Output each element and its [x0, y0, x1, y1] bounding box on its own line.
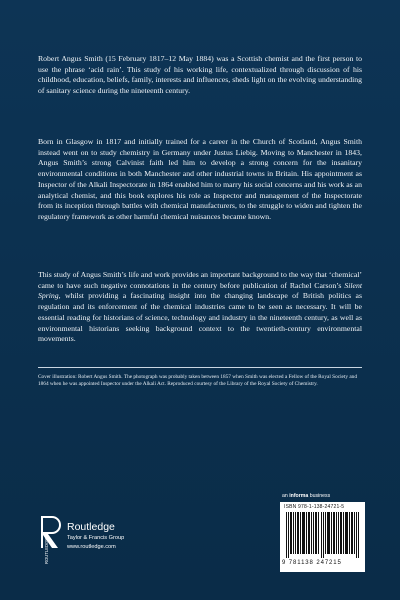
blurb-paragraph-3-start: This study of Angus Smith’s life and work provides an important background to the way that ‘chemical’ came to have such negative connotations in the century before publication of Rachel Carson’s — [38, 270, 362, 290]
divider — [38, 367, 362, 368]
barcode-icon — [286, 512, 359, 558]
informa-business-tagline — [282, 493, 330, 499]
blurb-paragraph-2: Born in Glasgow in 1817 and initially trained for a career in the Church of Scotland, Angus Smith instead went on to study chemistry in Germany under Justus Liebig. Moving to Manchester in 1843, Angus Smith’s strong Calvinist faith led him to develop a strong concern for the insanitary environmental conditions in both Manchester and other industrial towns in Britain. His appointment as Inspector of the Alkali Inspectorate in 1864 enabled him to marry his social concerns and his work as an analytical chemist, and this book explores his role as Inspector and management of the Inspectorate from its inception through battles with chemical manufacturers, to the struggle to widen and tighten the regulatory framework as other harmful chemical nuisances became known. — [38, 137, 362, 221]
publisher-url: www.routledge.com — [67, 544, 116, 550]
informa-brand: informa — [289, 493, 309, 499]
isbn-barcode-box — [280, 502, 365, 572]
publisher-name: Routledge — [67, 521, 115, 533]
publisher-group: Taylor & Francis Group — [67, 535, 125, 541]
blurb-paragraph-1: Robert Angus Smith (15 February 1817–12 May 1884) was a Scottish chemist and the first person to use the phrase ‘acid rain’. This study of his working life, contextualized through discussion of his childhood, education, beliefs, family, interests and influences, sheds light on the evolving understanding of sanitary science during the nineteenth century. — [38, 54, 362, 96]
book-title-silent-spring: Silent Spring — [38, 280, 362, 301]
blurb-paragraph-3-end: , whilst providing a fascinating insight into the changing landscape of British politics as regulation and its enforcement of the chemical industries came to be seen as necessary. It will be essential reading for historians of science, technology and industry in the nineteenth century, as well as environmental historians seeking background context to the twentieth-century environmental movements. — [38, 291, 362, 344]
blurb-paragraph-3 — [38, 270, 362, 345]
isbn-label: ISBN 978-1-138-24721-5 — [284, 504, 345, 510]
routledge-logo-icon — [38, 514, 64, 566]
barcode-digits: 9 781138 247215 — [282, 560, 342, 566]
informa-prefix: an — [282, 493, 290, 499]
routledge-logo-wordmark: ROUTLEDGE — [44, 537, 49, 564]
informa-suffix: business — [308, 493, 331, 499]
cover-illustration-caption: Cover illustration: Robert Angus Smith. The photograph was probably taken between 1857 when Smith was elected a Fellow of the Royal Society and 1864 when he was appointed Inspector under the Alkali Act. Reproduced courtesy of the Library of the Royal Society of Chemistry. — [38, 374, 357, 388]
